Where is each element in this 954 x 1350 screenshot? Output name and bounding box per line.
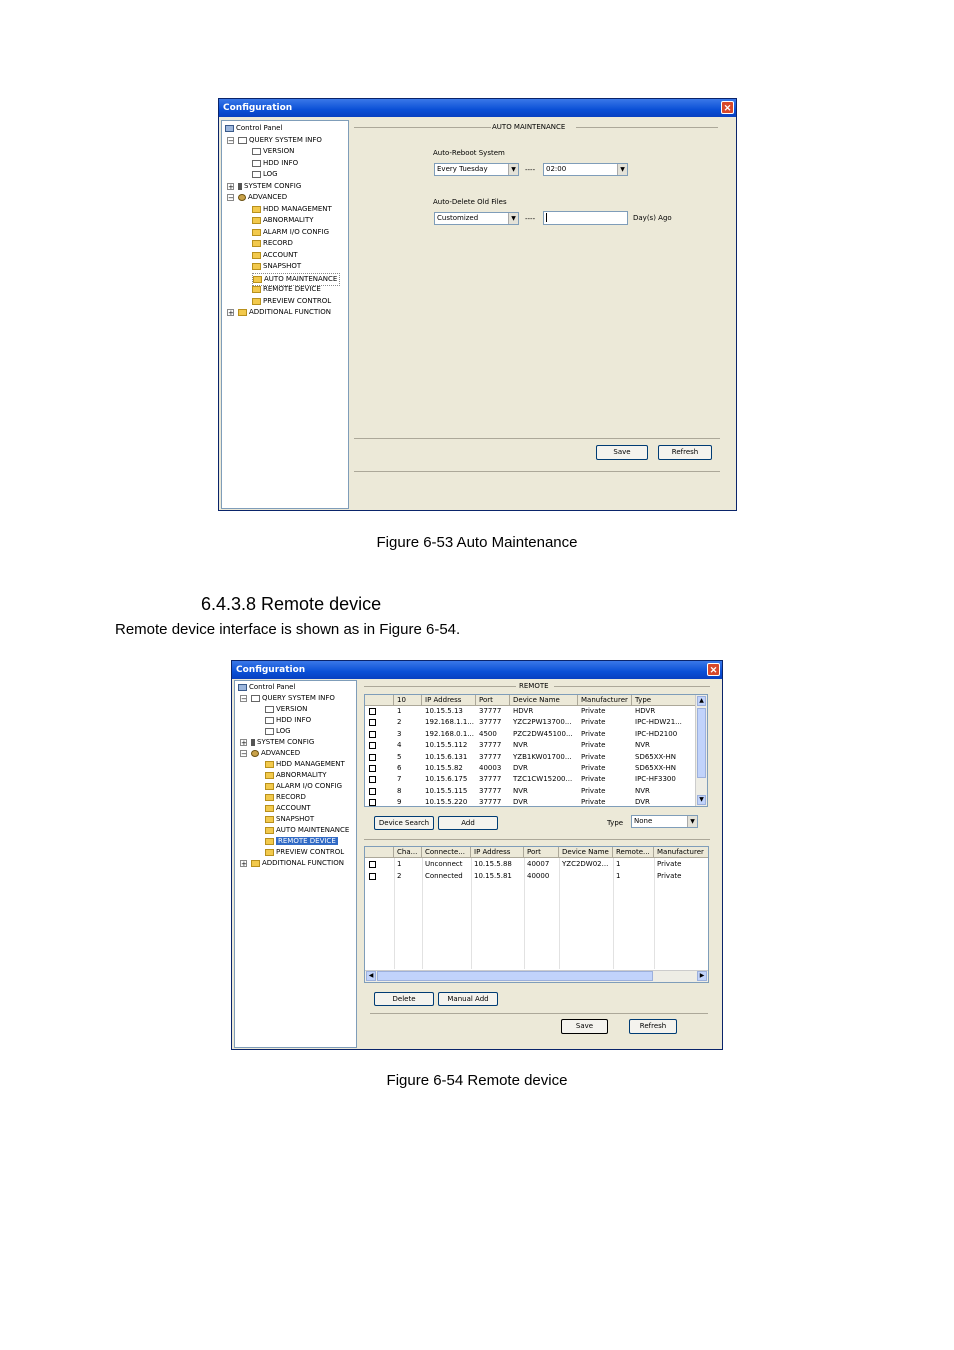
refresh-button[interactable]: Refresh (658, 445, 712, 460)
tree-item-abnormality[interactable]: ABNORMALITY (252, 215, 314, 226)
section-intro: Remote device interface is shown as in Figure 6-54. (115, 621, 461, 638)
table-cell: DVR (513, 798, 528, 807)
tree-item-account[interactable]: ACCOUNT (252, 250, 298, 261)
delete-mode-select[interactable]: Customized ▼ (434, 212, 519, 225)
group-line (554, 686, 710, 687)
scroll-thumb[interactable] (697, 708, 706, 778)
delete-button[interactable]: Delete (374, 992, 434, 1006)
table-row[interactable] (365, 706, 696, 717)
folder-icon (252, 286, 261, 293)
document-icon (252, 171, 261, 178)
folder-icon (265, 772, 274, 779)
table-cell: 1 (397, 707, 402, 715)
table-cell: 10.15.5.112 (425, 741, 468, 750)
scroll-left-icon[interactable]: ◀ (366, 971, 376, 981)
table-cell: 5 (397, 752, 402, 761)
tree-item-remote-device[interactable]: REMOTE DEVICE (252, 284, 321, 295)
table-cell: 37777 (479, 741, 502, 750)
tree-item-abnormality[interactable]: ABNORMALITY (265, 770, 327, 781)
group-line (354, 127, 491, 128)
folder-open-icon (265, 838, 274, 845)
column-header[interactable]: Manufacturer (578, 695, 632, 706)
type-select[interactable]: None ▼ (631, 815, 698, 828)
chevron-down-icon: ▼ (687, 816, 697, 827)
table-cell: 4 (397, 741, 402, 750)
text-cursor (546, 213, 547, 222)
folder-icon (251, 860, 260, 867)
folder-icon (252, 217, 261, 224)
table-row[interactable] (365, 740, 696, 751)
tree-item-account[interactable]: ACCOUNT (265, 803, 311, 814)
row-checkbox[interactable] (369, 742, 376, 749)
tree-item-log[interactable]: LOG (252, 169, 278, 180)
column-header[interactable]: Device Name (510, 695, 578, 706)
table-cell: Private (581, 707, 606, 715)
folder-icon (252, 252, 261, 259)
chevron-down-icon: ▼ (617, 164, 627, 175)
table-cell: NVR (513, 741, 528, 750)
table-cell: 1 (397, 860, 402, 868)
scroll-thumb[interactable] (377, 971, 653, 981)
table-cell: NVR (635, 741, 650, 750)
scroll-up-icon[interactable]: ▲ (697, 696, 706, 706)
row-checkbox[interactable] (369, 861, 376, 868)
folder-icon (265, 794, 274, 801)
table-cell: 8 (397, 786, 402, 795)
group-line (576, 127, 718, 128)
table-cell: 37777 (479, 798, 502, 807)
table-cell: IPC-HD2100 (635, 729, 678, 738)
document-icon (238, 137, 247, 144)
window-title: Configuration (219, 99, 736, 117)
table-cell: PZC2DW45100... (513, 729, 573, 738)
document-icon (252, 148, 261, 155)
chevron-down-icon: ▼ (508, 213, 518, 224)
tree-item-version[interactable]: VERSION (265, 704, 307, 715)
table-cell: 37777 (479, 752, 502, 761)
table-cell: 37777 (479, 775, 502, 784)
tree-item-additional-function[interactable]: ADDITIONAL FUNCTION (251, 858, 344, 869)
days-unit: Day(s) Ago (633, 214, 672, 222)
table-row[interactable] (365, 763, 696, 774)
table-cell: 10.15.6.175 (425, 775, 468, 784)
folder-icon (252, 298, 261, 305)
tree-item-hdd-info[interactable]: HDD INFO (265, 715, 311, 726)
type-label: Type (607, 819, 624, 827)
table-cell: DVR (513, 764, 528, 772)
tree-item-advanced[interactable]: ADVANCED (238, 192, 287, 203)
table-cell: 10.15.5.81 (474, 872, 512, 880)
expand-icon[interactable]: + (241, 739, 247, 747)
table-cell: 10.15.5.13 (425, 707, 463, 715)
folder-icon (265, 816, 274, 823)
column-header[interactable]: Port (476, 695, 510, 706)
reboot-time-select[interactable]: 02:00 ▼ (543, 163, 628, 176)
table-cell: 37777 (479, 786, 502, 795)
save-button[interactable]: Save (596, 445, 648, 460)
table-cell: 10.15.6.131 (425, 752, 468, 761)
table-cell: 10.15.5.115 (425, 786, 468, 795)
expand-icon[interactable]: + (228, 309, 234, 317)
table-cell: YZC2PW13700... (513, 718, 572, 727)
save-button[interactable]: Save (561, 1019, 608, 1034)
table-cell: 40003 (479, 764, 502, 772)
column-header[interactable]: Manufacturer (654, 847, 709, 858)
select-column-header (365, 847, 394, 858)
column-header[interactable]: Remote... (613, 847, 654, 858)
config-tree (221, 120, 349, 509)
dash-separator: ---- (525, 215, 536, 223)
computer-icon (238, 684, 247, 691)
table-cell: 7 (397, 775, 402, 784)
table-cell: TZC1CW15200... (513, 775, 573, 784)
divider (370, 1013, 708, 1014)
added-devices-table (364, 846, 709, 983)
document-icon (265, 728, 274, 735)
column-header[interactable]: Connecte... (422, 847, 471, 858)
table-cell: NVR (513, 786, 528, 795)
column-header[interactable]: Cha... (394, 847, 422, 858)
document-icon (252, 160, 261, 167)
table-cell: Private (581, 741, 606, 750)
tool-icon (251, 739, 255, 746)
table-cell: 3 (397, 729, 402, 738)
expand-icon[interactable]: − (228, 194, 234, 202)
table-cell: Private (657, 872, 682, 880)
table-cell: Connected (425, 872, 463, 880)
table-cell: 6 (397, 764, 402, 772)
document-icon (265, 717, 274, 724)
gear-icon (238, 194, 246, 201)
tree-item-alarm-io[interactable]: ALARM I/O CONFIG (265, 781, 342, 792)
tree-item-system-config[interactable]: SYSTEM CONFIG (251, 737, 314, 748)
tree-item-query[interactable]: QUERY SYSTEM INFO (238, 135, 322, 146)
table-row[interactable] (365, 797, 696, 807)
divider (354, 471, 720, 472)
column-header[interactable]: IP Address (471, 847, 524, 858)
folder-icon (265, 783, 274, 790)
expand-icon[interactable]: + (241, 860, 247, 868)
table-cell: SD65XX-HN (635, 752, 677, 761)
scroll-right-icon[interactable]: ▶ (697, 971, 707, 981)
table-row[interactable] (365, 774, 696, 785)
tool-icon (238, 183, 242, 190)
tree-item-preview-control[interactable]: PREVIEW CONTROL (252, 296, 331, 307)
folder-icon (238, 309, 247, 316)
tree-item-advanced[interactable]: ADVANCED (251, 748, 300, 759)
gear-icon (251, 750, 259, 757)
table-cell: HDVR (513, 707, 534, 715)
figure-caption-53: Figure 6-53 Auto Maintenance (376, 534, 578, 551)
remote-device-panel (358, 680, 721, 1048)
days-input[interactable] (543, 211, 628, 225)
horizontal-scrollbar[interactable] (365, 970, 708, 982)
row-checkbox[interactable] (369, 765, 376, 772)
tree-item-remote-device[interactable]: REMOTE DEVICE (265, 836, 338, 847)
table-row[interactable] (365, 752, 696, 763)
row-checkbox[interactable] (369, 873, 376, 880)
table-cell: 10.15.5.82 (425, 764, 463, 772)
figure-caption-54: Figure 6-54 Remote device (386, 1072, 568, 1089)
column-header[interactable]: Port (524, 847, 559, 858)
reboot-day-select[interactable]: Every Tuesday ▼ (434, 163, 519, 176)
remote-device-window (231, 660, 723, 1050)
tree-item-alarm-io[interactable]: ALARM I/O CONFIG (252, 227, 329, 238)
table-cell: 9 (397, 798, 402, 807)
expand-icon[interactable]: − (228, 137, 234, 145)
row-checkbox[interactable] (369, 719, 376, 726)
manual-add-button[interactable]: Manual Add (438, 992, 498, 1006)
table-cell: 192.168.1.1... (425, 718, 474, 727)
tree-item-hdd-management[interactable]: HDD MANAGEMENT (265, 759, 345, 770)
table-cell (559, 871, 613, 882)
device-search-button[interactable]: Device Search (374, 816, 434, 830)
tree-item-version[interactable]: VERSION (252, 146, 294, 157)
chevron-down-icon: ▼ (508, 164, 518, 175)
table-cell: Private (581, 718, 606, 727)
scroll-down-icon[interactable]: ▼ (697, 795, 706, 805)
expand-icon[interactable]: − (241, 695, 247, 703)
table-row[interactable] (365, 729, 696, 740)
table-cell: 10.15.5.220 (425, 798, 468, 807)
tree-item-preview-control[interactable]: PREVIEW CONTROL (265, 847, 344, 858)
group-title: AUTO MAINTENANCE (492, 123, 566, 131)
tree-root[interactable]: Control Panel (238, 682, 295, 693)
vertical-scrollbar[interactable] (695, 695, 707, 806)
table-cell: YZC2DW02... (562, 860, 609, 868)
document-icon (265, 706, 274, 713)
table-row[interactable] (365, 786, 696, 797)
folder-icon (265, 849, 274, 856)
table-cell: Private (581, 775, 606, 784)
table-cell: HDVR (635, 707, 656, 715)
table-cell: SD65XX-HN (635, 764, 677, 772)
divider (354, 438, 720, 439)
folder-icon (252, 206, 261, 213)
row-checkbox[interactable] (369, 776, 376, 783)
table-cell: 40000 (527, 872, 550, 880)
tree-item-system-config[interactable]: SYSTEM CONFIG (238, 181, 301, 192)
table-cell: YZB1KW01700... (513, 752, 572, 761)
refresh-button[interactable]: Refresh (629, 1019, 677, 1034)
auto-maintenance-panel (350, 120, 735, 509)
tree-item-additional-function[interactable]: ADDITIONAL FUNCTION (238, 307, 331, 318)
row-checkbox[interactable] (369, 754, 376, 761)
folder-icon (265, 761, 274, 768)
table-row[interactable] (365, 717, 696, 728)
dash-separator: ---- (525, 166, 536, 174)
column-header[interactable]: Type (632, 695, 696, 706)
close-icon[interactable]: ✕ (721, 101, 734, 114)
row-checkbox[interactable] (369, 708, 376, 715)
tree-item-hdd-management[interactable]: HDD MANAGEMENT (252, 204, 332, 215)
divider (364, 839, 710, 840)
add-button[interactable]: Add (438, 816, 498, 830)
table-cell: Private (581, 752, 606, 761)
auto-maintenance-window (218, 98, 737, 511)
section-heading: 6.4.3.8 Remote device (201, 594, 382, 614)
table-cell: Private (581, 729, 606, 738)
table-cell: 37777 (479, 718, 502, 727)
computer-icon (225, 125, 234, 132)
tree-root[interactable]: Control Panel (225, 123, 282, 134)
expand-icon[interactable]: + (228, 183, 234, 191)
table-cell: IPC-HF3300 (635, 775, 676, 784)
document-icon (251, 695, 260, 702)
folder-icon (265, 827, 274, 834)
table-cell: 4500 (479, 729, 497, 738)
table-cell: 37777 (479, 707, 502, 715)
table-cell: 1 (616, 872, 621, 880)
table-cell: NVR (635, 786, 650, 795)
row-checkbox[interactable] (369, 731, 376, 738)
tree-item-hdd-info[interactable]: HDD INFO (252, 158, 298, 169)
table-cell: 2 (397, 872, 402, 880)
table-cell: Private (581, 798, 606, 807)
auto-reboot-label: Auto-Reboot System (433, 149, 505, 157)
expand-icon[interactable]: − (241, 750, 247, 758)
row-checkbox[interactable] (369, 799, 376, 806)
window-title: Configuration (232, 661, 722, 679)
tree-item-snapshot[interactable]: SNAPSHOT (265, 814, 314, 825)
column-header[interactable]: 10 (394, 695, 422, 706)
table-cell: IPC-HDW21... (635, 718, 682, 727)
table-cell: 2 (397, 718, 402, 727)
tree-item-log[interactable]: LOG (265, 726, 291, 737)
tree-item-record[interactable]: RECORD (252, 238, 293, 249)
auto-delete-label: Auto-Delete Old Files (433, 198, 507, 206)
folder-icon (252, 229, 261, 236)
table-cell: Unconnect (425, 860, 463, 868)
group-title: REMOTE (519, 682, 549, 690)
table-cell: Private (581, 764, 606, 772)
select-column-header (365, 695, 394, 706)
tree-item-record[interactable]: RECORD (265, 792, 306, 803)
table-cell: 1 (616, 860, 621, 868)
tree-item-query[interactable]: QUERY SYSTEM INFO (251, 693, 335, 704)
tree-item-auto-maintenance[interactable]: AUTO MAINTENANCE (265, 825, 349, 836)
table-cell: Private (581, 786, 606, 795)
column-header[interactable]: Device Name (559, 847, 613, 858)
row-checkbox[interactable] (369, 788, 376, 795)
table-cell: Private (657, 860, 682, 868)
table-row[interactable] (365, 871, 709, 883)
config-tree (234, 680, 357, 1048)
folder-open-icon (253, 276, 262, 283)
tree-item-auto-maintenance[interactable]: AUTO MAINTENANCE (252, 273, 340, 286)
table-cell: 40007 (527, 860, 550, 868)
table-cell: DVR (635, 798, 650, 807)
folder-icon (265, 805, 274, 812)
table-cell: 10.15.5.88 (474, 860, 512, 868)
group-line (364, 686, 516, 687)
close-icon[interactable]: ✕ (707, 663, 720, 676)
folder-icon (252, 240, 261, 247)
tree-item-snapshot[interactable]: SNAPSHOT (252, 261, 301, 272)
table-cell: 192.168.0.1... (425, 729, 474, 738)
folder-icon (252, 263, 261, 270)
column-header[interactable]: IP Address (422, 695, 476, 706)
table-row[interactable] (365, 859, 709, 871)
search-results-table (364, 694, 708, 807)
